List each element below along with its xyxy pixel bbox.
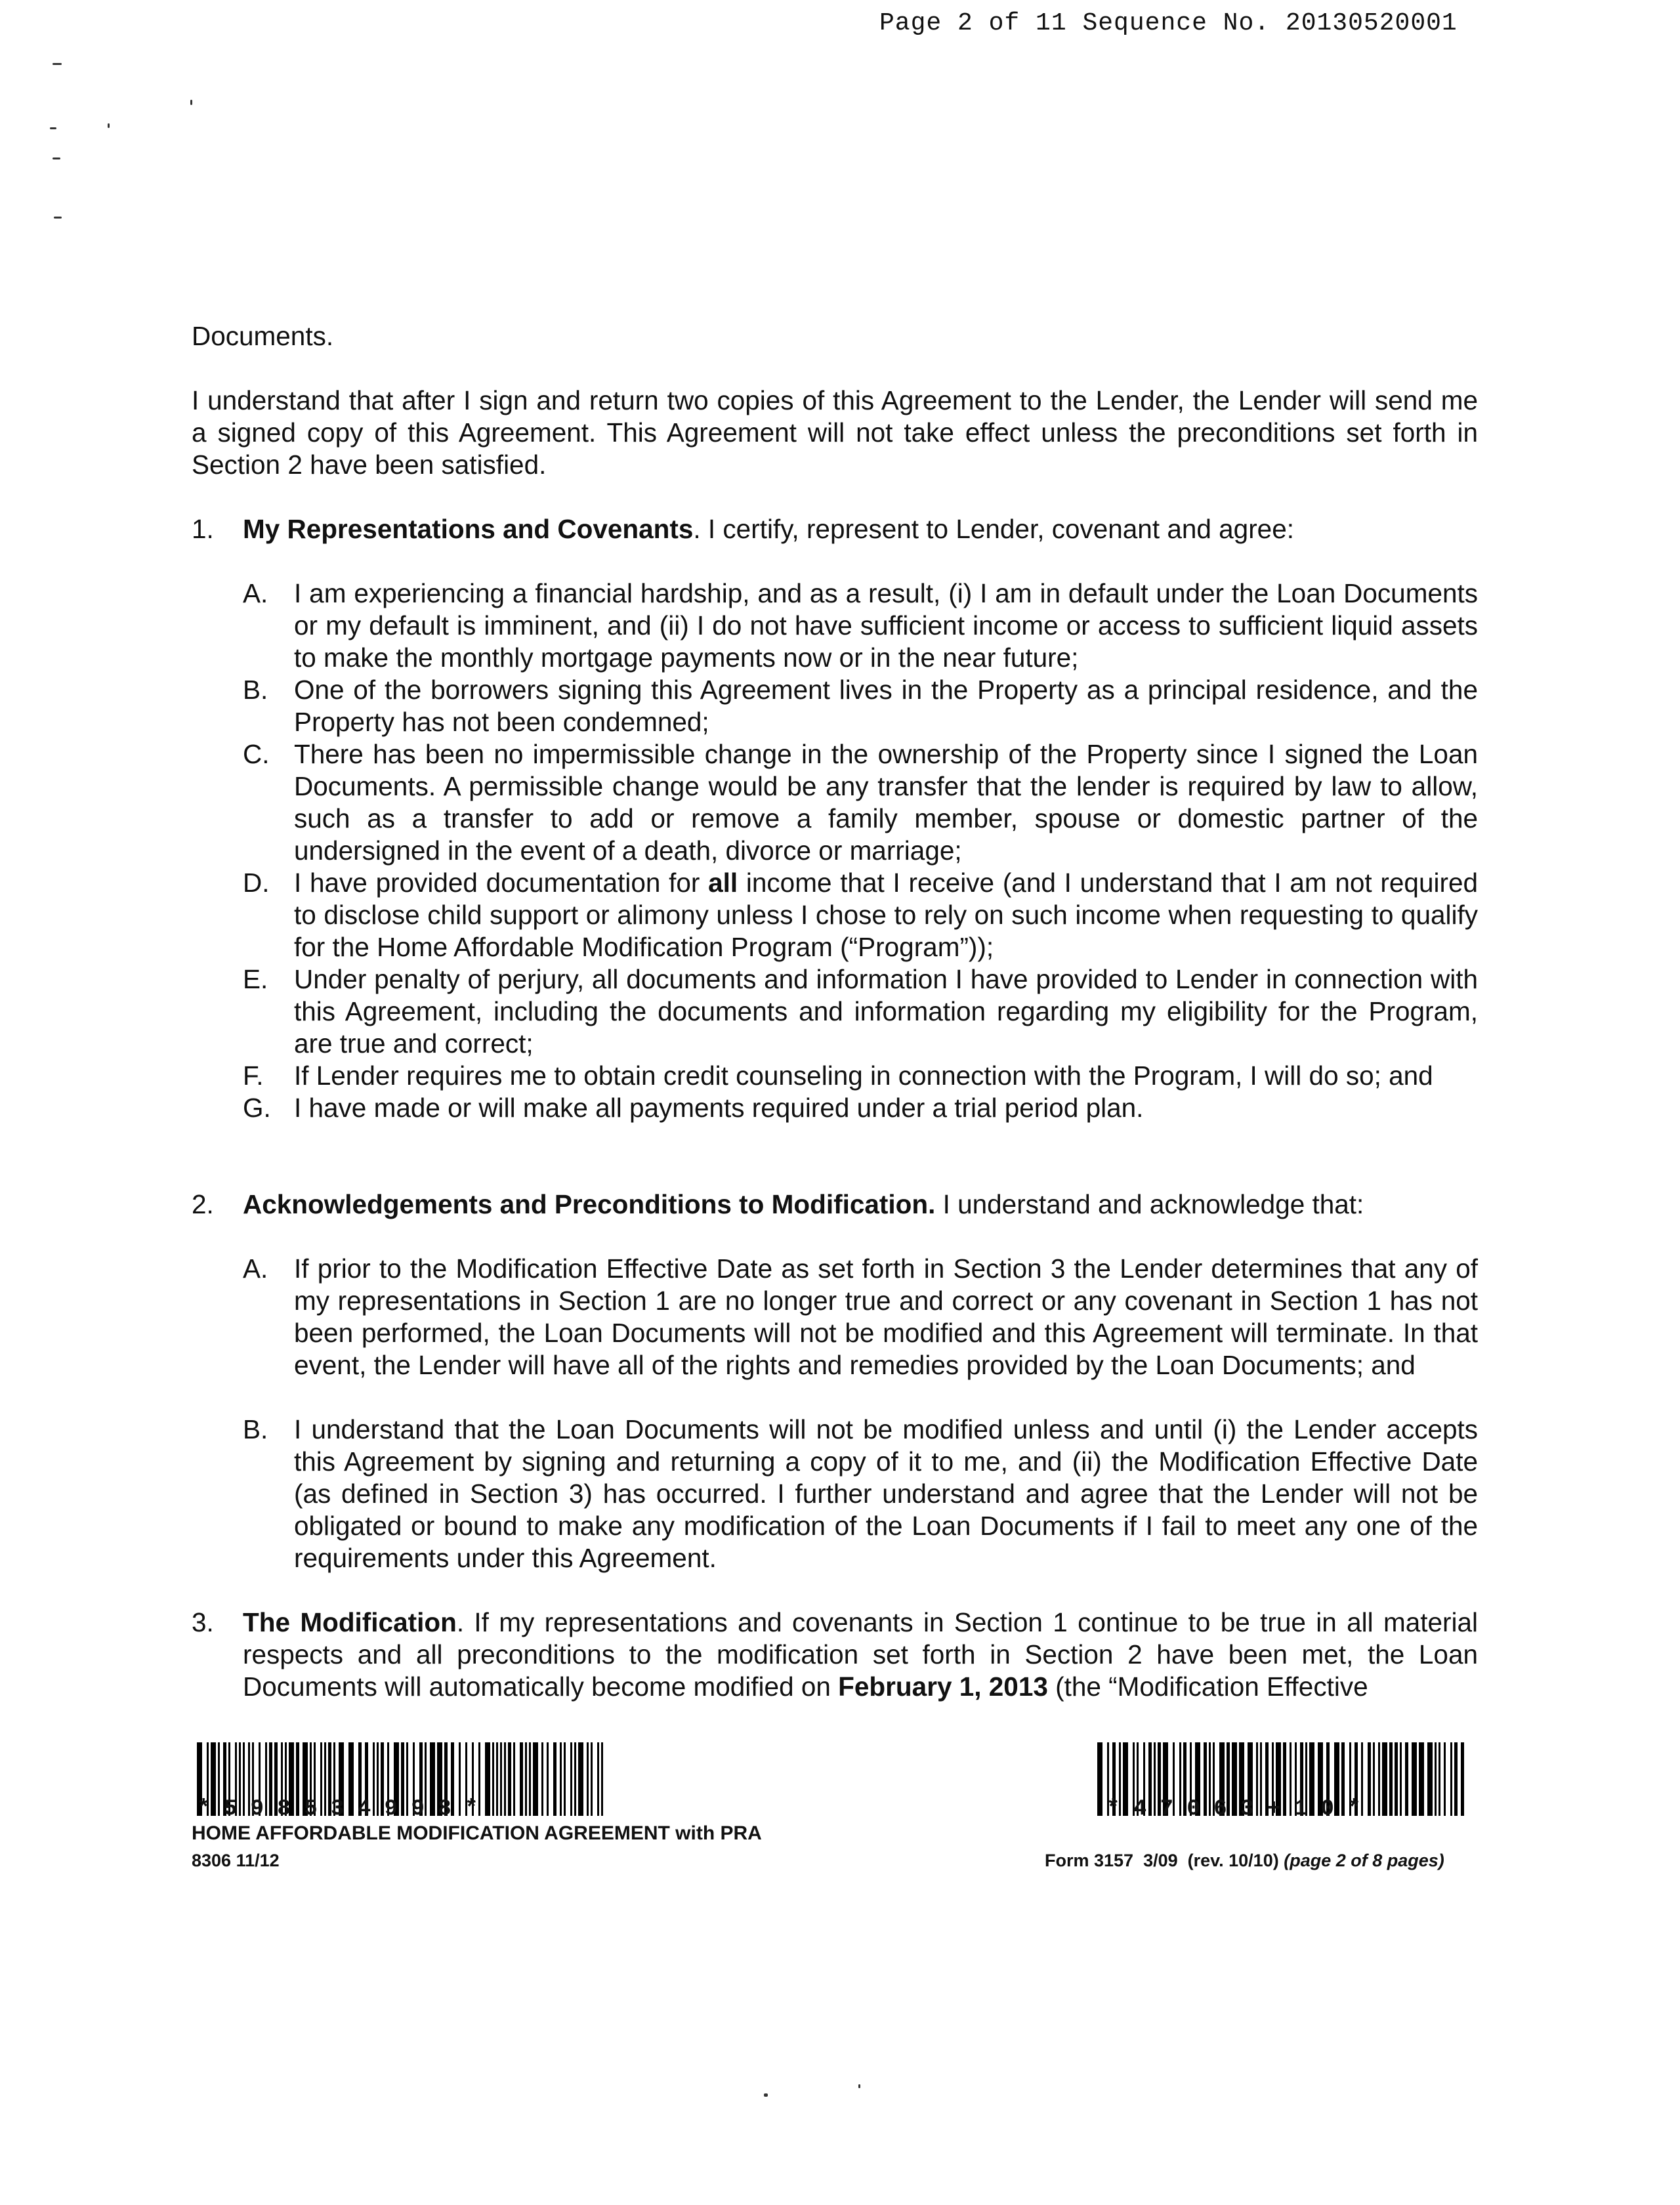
barcode-bar	[541, 1742, 543, 1816]
barcode-bar	[1454, 1742, 1458, 1816]
section-text-before: If my representations and covenants in Section 1 continue to be true in all material respects and all preconditions to the modification set forth in Section 2 have been met, the Loan Documents will automatically become modified on	[243, 1607, 1479, 1702]
list-item	[243, 1414, 1478, 1574]
barcode-bar	[1378, 1742, 1380, 1816]
item-text: There has been no impermissible change in the ownership of the Property since I signed the Loan Documents. A permissible change would be any transfer that the lender is required by law to allow, such as a transfer to add or remove a family member, spouse or domestic partner of the undersigned in the event of a death, divorce or marriage;	[294, 739, 1478, 866]
item-letter: B.	[243, 1414, 268, 1444]
barcode-bar	[1427, 1742, 1433, 1816]
barcode-bar	[1412, 1742, 1417, 1816]
barcode-bar	[560, 1742, 562, 1816]
barcode-bar	[1461, 1742, 1464, 1816]
barcode-bar	[513, 1742, 515, 1816]
scan-speck	[50, 127, 56, 129]
list-item	[243, 963, 1478, 1060]
section-lead: I understand and acknowledge that:	[935, 1189, 1364, 1219]
barcode-bar	[1361, 1742, 1363, 1816]
form-number: Form 3157 3/09 (rev. 10/10)	[1045, 1851, 1279, 1870]
barcode-bar	[564, 1742, 566, 1816]
barcode-bar	[529, 1742, 531, 1816]
barcode-bar	[1438, 1742, 1440, 1816]
item-text-bold: all	[708, 868, 738, 898]
barcode-left-text: * 5 9 8 5 3 4 9 9 8 *	[197, 1797, 478, 1822]
item-text: If Lender requires me to obtain credit counseling in connection with the Program, I will do so; and	[294, 1060, 1433, 1091]
barcode-bar	[574, 1742, 576, 1816]
item-text: If prior to the Modification Effective Date as set forth in Section 3 the Lender determines that any of my representations in Section 1 are no longer true and correct or any covenant in Section 1 has not been performed, the Loan Documents will not be modified and this Agreement will terminate. In that event, the Lender will have all of the rights and remedies provided by the Loan Documents; and	[294, 1253, 1478, 1380]
list-item	[243, 1253, 1478, 1381]
section-3	[192, 1606, 1478, 1703]
section-2-items	[243, 1253, 1478, 1574]
barcode-bar	[1419, 1742, 1424, 1816]
item-text-before: I have provided documentation for	[294, 868, 709, 898]
list-item	[243, 578, 1478, 674]
section-heading: The Modification	[243, 1607, 457, 1637]
modification-date: February 1, 2013	[838, 1671, 1048, 1702]
item-letter: G.	[243, 1093, 271, 1123]
scan-speck	[858, 2084, 860, 2088]
section-1-items	[243, 578, 1478, 1124]
section-heading: My Representations and Covenants	[243, 514, 694, 544]
footer-form-code: 8306 11/12	[192, 1851, 280, 1870]
continuation-text: Documents.	[192, 321, 334, 351]
barcode-bar	[492, 1742, 494, 1816]
item-text: Under penalty of perjury, all documents and information I have provided to Lender in connection with this Agreement, including the documents and information regarding my eligibility for the Program, are true and correct;	[294, 964, 1478, 1059]
scan-speck	[190, 100, 192, 105]
barcode-bar	[500, 1742, 502, 1816]
barcode-bar	[1368, 1742, 1371, 1816]
scan-speck	[108, 123, 110, 128]
item-text: One of the borrowers signing this Agreement lives in the Property as a principal residence, and the Property has not been condemned;	[294, 675, 1478, 737]
item-letter: F.	[243, 1060, 264, 1091]
item-letter: A.	[243, 578, 268, 608]
barcode-bar	[553, 1742, 556, 1816]
barcode-bar	[496, 1742, 498, 1816]
item-letter: A.	[243, 1253, 268, 1284]
barcode-bar	[547, 1742, 549, 1816]
section-1	[192, 513, 1478, 1124]
section-heading-line	[243, 1188, 1478, 1221]
scan-speck	[52, 63, 62, 65]
barcode-bar	[485, 1742, 490, 1816]
item-text-after: income that I receive (and I understand that I am not required to disclose child support or alimony unless I chose to rely on such income when requesting to qualify for the Home Affordable Modification Program (“Program”));	[294, 868, 1478, 962]
list-item	[243, 1092, 1478, 1124]
section-heading-suffix: .	[456, 1607, 465, 1637]
list-item	[243, 867, 1478, 963]
barcode-bar	[504, 1742, 506, 1816]
barcode-bar	[578, 1742, 583, 1816]
item-text: I have made or will make all payments required under a trial period plan.	[294, 1093, 1144, 1123]
page-sequence-header: Page 2 of 11 Sequence No. 20130520001	[879, 9, 1458, 37]
barcode-bar	[533, 1742, 538, 1816]
section-number: 2.	[192, 1189, 214, 1219]
scan-speck	[54, 217, 62, 219]
section-2	[192, 1188, 1478, 1574]
barcode-bar	[1097, 1742, 1102, 1816]
barcode-bar	[570, 1742, 572, 1816]
barcode-bar	[587, 1742, 589, 1816]
barcode-bar	[1373, 1742, 1375, 1816]
item-letter: C.	[243, 739, 270, 769]
section-heading: Acknowledgements and Preconditions to Modification.	[243, 1189, 936, 1219]
list-item	[243, 674, 1478, 738]
footer-form-number	[1045, 1851, 1444, 1871]
barcode-bar	[1382, 1742, 1387, 1816]
barcode-bar	[1395, 1742, 1398, 1816]
item-letter: B.	[243, 675, 268, 705]
barcode-bar	[520, 1742, 523, 1816]
section-text-after: (the “Modification Effective	[1047, 1671, 1368, 1702]
intro-paragraph: I understand that after I sign and return two copies of this Agreement to the Lender, the Lender will send me a signed copy of this Agreement. This Agreement will not take effect unless the preconditions set forth in Section 2 have been satisfied.	[192, 385, 1478, 480]
list-item	[243, 1060, 1478, 1092]
item-text: I am experiencing a financial hardship, and as a result, (i) I am in default under the Loan Documents or my default is imminent, and (ii) I do not have sufficient income or access to sufficient liquid assets to make the monthly mortgage payments now or in the near future;	[294, 578, 1478, 673]
section-number: 1.	[192, 514, 214, 544]
scan-speck	[52, 158, 60, 159]
barcode-bar	[601, 1742, 603, 1816]
form-page: (page 2 of 8 pages)	[1284, 1851, 1444, 1870]
barcode-bar	[1444, 1742, 1446, 1816]
footer-form-title: HOME AFFORDABLE MODIFICATION AGREEMENT with PRA	[192, 1822, 762, 1844]
barcode-bar	[597, 1742, 599, 1816]
barcode-bar	[525, 1742, 527, 1816]
barcode-bar	[1435, 1742, 1437, 1816]
barcode-right-text: * 4 7 0 6 3 + 1 0 *	[1106, 1797, 1361, 1822]
list-item	[243, 738, 1478, 867]
section-lead: I certify, represent to Lender, covenant and agree:	[700, 514, 1294, 544]
item-letter: D.	[243, 868, 270, 898]
barcode-bar	[1389, 1742, 1393, 1816]
section-heading-line	[243, 513, 1478, 545]
section-heading-suffix: .	[693, 514, 701, 544]
item-text: I understand that the Loan Documents will not be modified unless and until (i) the Lender accepts this Agreement by signing and returning a copy of it to me, and (ii) the Modification Effective Date (as defined in Section 3) has occurred. I further understand and agree that the Lender will not be obligated or bound to make any modification of the Loan Documents if I fail to meet any one of the requirements under this Agreement.	[294, 1414, 1478, 1573]
document-body	[192, 320, 1478, 1703]
item-letter: E.	[243, 964, 268, 994]
scan-speck	[764, 2093, 768, 2097]
barcode-bar	[1400, 1742, 1402, 1816]
barcode-bar	[508, 1742, 511, 1816]
barcode-bar	[478, 1742, 480, 1816]
section-3-paragraph	[243, 1606, 1478, 1703]
barcode-bar	[1405, 1742, 1408, 1816]
section-number: 3.	[192, 1607, 214, 1637]
barcode-bar	[1450, 1742, 1452, 1816]
barcode-bar	[591, 1742, 593, 1816]
